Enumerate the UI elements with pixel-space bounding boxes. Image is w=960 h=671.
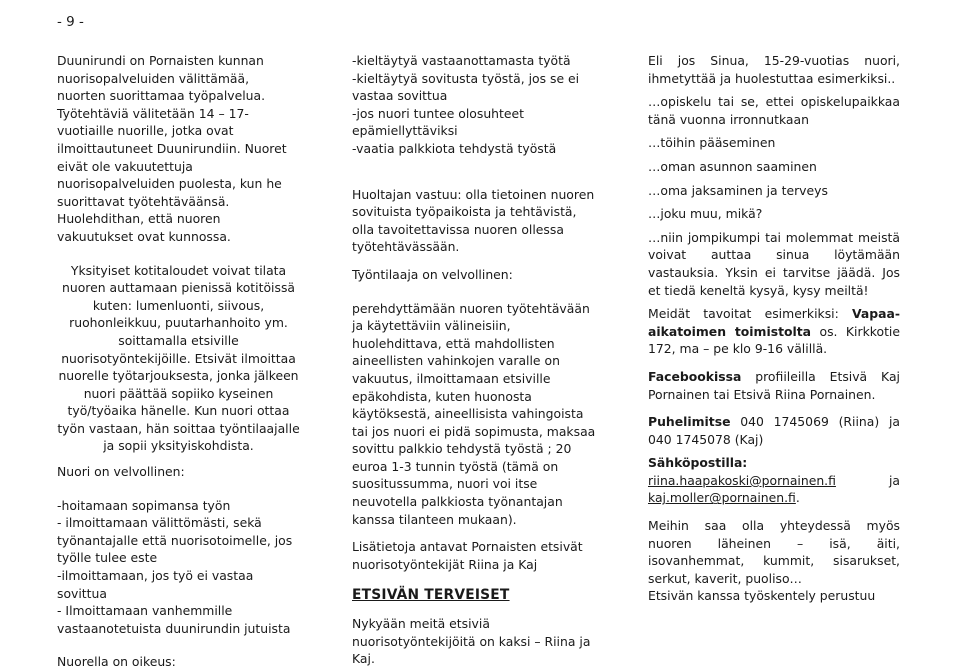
intro-question: Eli jos Sinua, 15-29-vuotias nuori, ihmetyttää ja huolestuttaa esimerkiksi.. — [648, 53, 900, 86]
office-name: Vapaa-aikatoimen toimistolta — [648, 306, 900, 339]
phone-label: Puhelimitse — [648, 414, 731, 430]
office-contact: Meidät tavoitat esimerkiksi: Vapaa-aikatoimen toimistolta os. Kirkkotie 172, ma – pe klo 9-16 välillä. — [648, 306, 900, 357]
email-line: riina.haapakoski@pornainen.fi ja — [648, 472, 900, 488]
column-middle — [352, 52, 602, 668]
concern-item: …oma jaksaminen ja terveys — [648, 182, 828, 198]
last-line: Etsivän kanssa työskentely perustuu — [648, 588, 876, 604]
private-households-paragraph: Yksityiset kotitaloudet voivat tilata nuoren auttamaan pienissä kotitöissä kuten: lumenluonti, siivous, ruohonleikkuu, puutarhanhoito ym. soittamalla etsiville nuorisotyöntekijöille. Etsivät ilmoittaa nuorelle työtarjouksesta, jonka jälkeen nuori päättää sopiiko kyseinen työ/työaika hänelle. Kun nuori ottaa työn vastaan, hän soittaa työntilaajalle ja sopii yksityiskohdista. — [57, 262, 300, 454]
concern-item: …opiskelu tai se, ettei opiskelupaikkaa tänä vuonna irronnutkaan — [648, 94, 900, 127]
duunirundi-intro: Duunirundi on Pornaisten kunnan nuorisopalveluiden välittämää, nuorten suorittamaa työpalvelua. Työtehtäviä välitetään 14 – 17- vuotiaille nuorille, jotka ovat ilmoittautuneet Duunirundiin. Nuoret eivät ole vakuutettuja nuorisopalveluiden puolesta, kun he suorittavat työtehtäväänsä. Huolehdithan, että nuoren vakuutukset ovat kunnossa. — [57, 53, 287, 244]
duties-title: Nuori on velvollinen: — [57, 464, 185, 480]
facebook-contact: Facebookissa profiileilla Etsivä Kaj Pornainen tai Etsivä Riina Pornainen. — [648, 368, 900, 402]
concern-item: …oman asunnon saaminen — [648, 158, 817, 174]
facebook-label: Facebookissa — [648, 368, 742, 384]
concern-item: …töihin pääseminen — [648, 135, 776, 151]
right-item: -kieltäytyä sovitusta työstä, jos se ei vastaa sovittua — [352, 70, 580, 104]
duty-item: - ilmoittamaan välittömästi, sekä työnantajalle että nuorisotoimelle, jos työlle tulee este — [57, 515, 293, 566]
email-label: Sähköpostilla: — [648, 455, 748, 471]
rights-list — [352, 52, 602, 158]
help-paragraph: …niin jompikumpi tai molemmat meistä voivat auttaa sinua löytämään vastauksia. Yksin ei tarvitse jäädä. Jos et tiedä keneltä kysyä, kysy meiltä! — [648, 229, 900, 298]
email-line-2: kaj.moller@pornainen.fi. — [648, 490, 800, 506]
phone-contact: Puhelimitse 040 1745069 (Riina) ja 040 1745078 (Kaj) — [648, 414, 900, 447]
concern-item: …joku muu, mikä? — [648, 206, 763, 222]
closing-paragraph: Meihin saa olla yhteydessä myös nuoren läheinen – isä, äiti, isovanhemmat, kummit, sisarukset, serkut, kaverit, puoliso… — [648, 518, 900, 586]
more-info: Lisätietoja antavat Pornaisten etsivät nuorisotyöntekijät Riina ja Kaj — [352, 539, 583, 572]
email-link-riina[interactable]: riina.haapakoski@pornainen.fi — [648, 472, 836, 488]
email-link-kaj[interactable]: kaj.moller@pornainen.fi — [648, 490, 796, 506]
employer-title: Työntilaaja on velvollinen: — [352, 266, 513, 282]
duties-list — [57, 497, 300, 638]
etsivan-terveiset-heading: ETSIVÄN TERVEISET — [352, 587, 510, 604]
duty-item: - Ilmoittamaan vanhemmille vastaanotetuista duunirundin jutuista — [57, 603, 291, 636]
greeting-paragraph: Nykyään meitä etsiviä nuorisotyöntekijöitä on kaksi – Riina ja Kaj. — [352, 616, 591, 667]
page-number: - 9 - — [57, 14, 84, 30]
right-item: -jos nuori tuntee olosuhteet epämiellyttäviksi — [352, 105, 524, 139]
right-item: -kieltäytyä vastaanottamasta työtä — [352, 53, 571, 68]
guardian-responsibility: Huoltajan vastuu: olla tietoinen nuoren sovituista työpaikoista ja tehtävistä, olla tavoitettavissa nuoren ollessa työtehtävässään. — [352, 186, 595, 255]
rights-title: Nuorella on oikeus: — [57, 654, 176, 670]
duty-item: -hoitamaan sopimansa työn — [57, 497, 231, 513]
duty-item: -ilmoittamaan, jos työ ei vastaa sovittua — [57, 568, 254, 601]
column-left — [57, 52, 300, 671]
employer-duties: perehdyttämään nuoren työtehtävään ja käytettäviin välineisiin, huolehdittava, että mahdollisten aineellisten vahinkojen varalle on vakuutus, ilmoittamaan etsiville epäkohdista, kuten huonosta käytöksestä, aineellisista vahingoista tai jos nuori ei pidä sopimusta, maksaa sovittu palkkio tehdystä työstä ; 20 euroa 1-3 tunnin työstä (tämä on suositussumma, nuori voi itse neuvotella palkkiosta työnantajan kanssa tilanteen mukaan). — [352, 300, 596, 527]
column-right — [648, 52, 900, 605]
right-item: -vaatia palkkiota tehdystä työstä — [352, 140, 557, 156]
